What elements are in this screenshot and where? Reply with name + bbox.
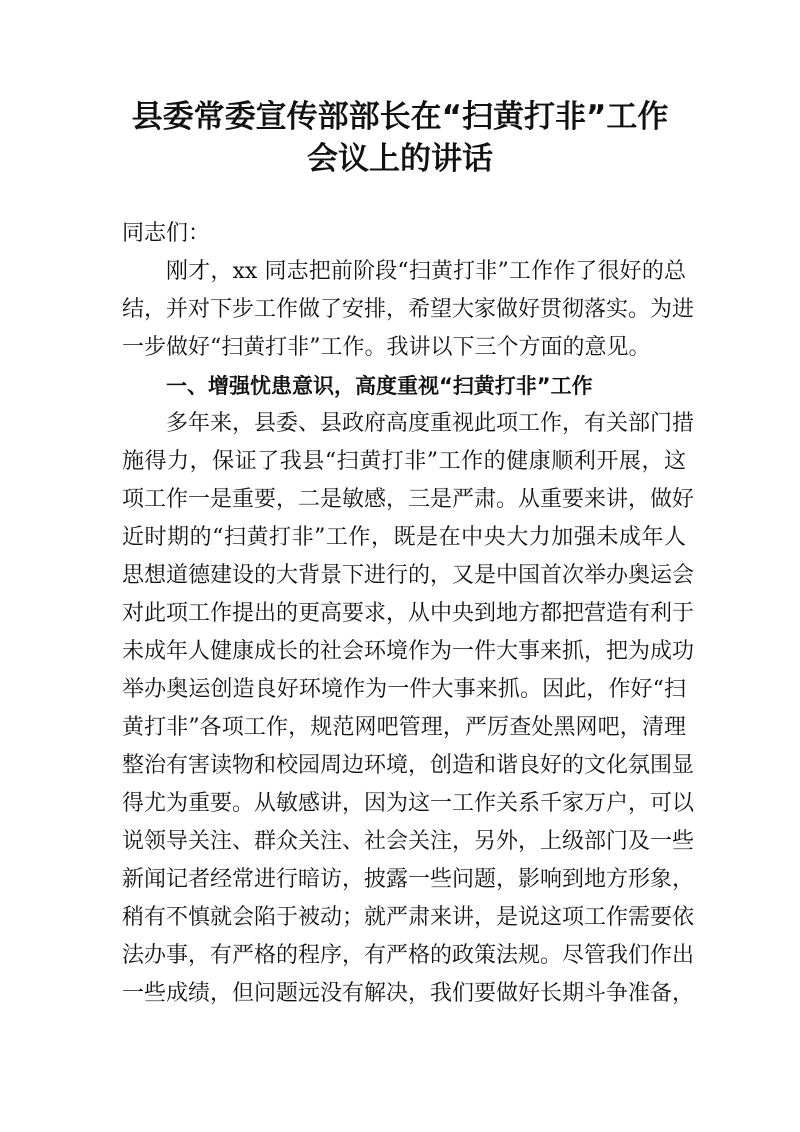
paragraph-line: 稍有不慎就会陷于被动；就严肃来讲，是说这项工作需要依 (122, 905, 695, 930)
paragraph-line: 举办奥运创造良好环境作为一件大事来抓。因此，作好“扫 (122, 677, 686, 702)
salutation: 同志们： (122, 221, 211, 246)
paragraph-line: 一些成绩，但问题远没有解决，我们要做好长期斗争准备， (122, 981, 695, 1006)
paragraph-line: 近时期的“扫黄打非”工作，既是在中央大力加强未成年人 (122, 525, 686, 550)
paragraph-line: 多年来，县委、县政府高度重视此项工作，有关部门措 (166, 411, 695, 436)
section-heading: 一、增强忧患意识，高度重视“扫黄打非”工作 (166, 374, 593, 398)
paragraph-line: 黄打非”各项工作，规范网吧管理，严厉查处黑网吧，清理 (122, 715, 686, 740)
paragraph-line: 结，并对下步工作做了安排，希望大家做好贯彻落实。为进 (122, 297, 695, 322)
paragraph-line: 施得力，保证了我县“扫黄打非”工作的健康顺利开展，这 (122, 449, 686, 474)
document-title-line1: 县委常委宣传部部长在“扫黄打非”工作 (131, 99, 669, 135)
paragraph-line: 思想道德建设的大背景下进行的，又是中国首次举办奥运会 (122, 563, 695, 588)
paragraph-line: 项工作一是重要，二是敏感，三是严肃。从重要来讲，做好 (122, 487, 695, 512)
paragraph-line: 刚才，xx 同志把前阶段“扫黄打非”工作作了很好的总 (166, 259, 686, 284)
paragraph-line: 得尤为重要。从敏感讲，因为这一工作关系千家万户，可以 (122, 791, 695, 816)
paragraph-line: 未成年人健康成长的社会环境作为一件大事来抓，把为成功 (122, 639, 695, 664)
paragraph-line: 整治有害读物和校园周边环境，创造和谐良好的文化氛围显 (122, 753, 695, 778)
document-title-line2: 会议上的讲话 (307, 141, 493, 177)
paragraph-line: 说领导关注、群众关注、社会关注，另外，上级部门及一些 (122, 829, 695, 854)
paragraph-line: 对此项工作提出的更高要求，从中央到地方都把营造有利于 (122, 601, 695, 626)
paragraph-line: 法办事，有严格的程序，有严格的政策法规。尽管我们作出 (122, 943, 695, 968)
paragraph-line: 新闻记者经常进行暗访，披露一些问题，影响到地方形象， (122, 867, 695, 892)
paragraph-line: 一步做好“扫黄打非”工作。我讲以下三个方面的意见。 (122, 335, 651, 360)
